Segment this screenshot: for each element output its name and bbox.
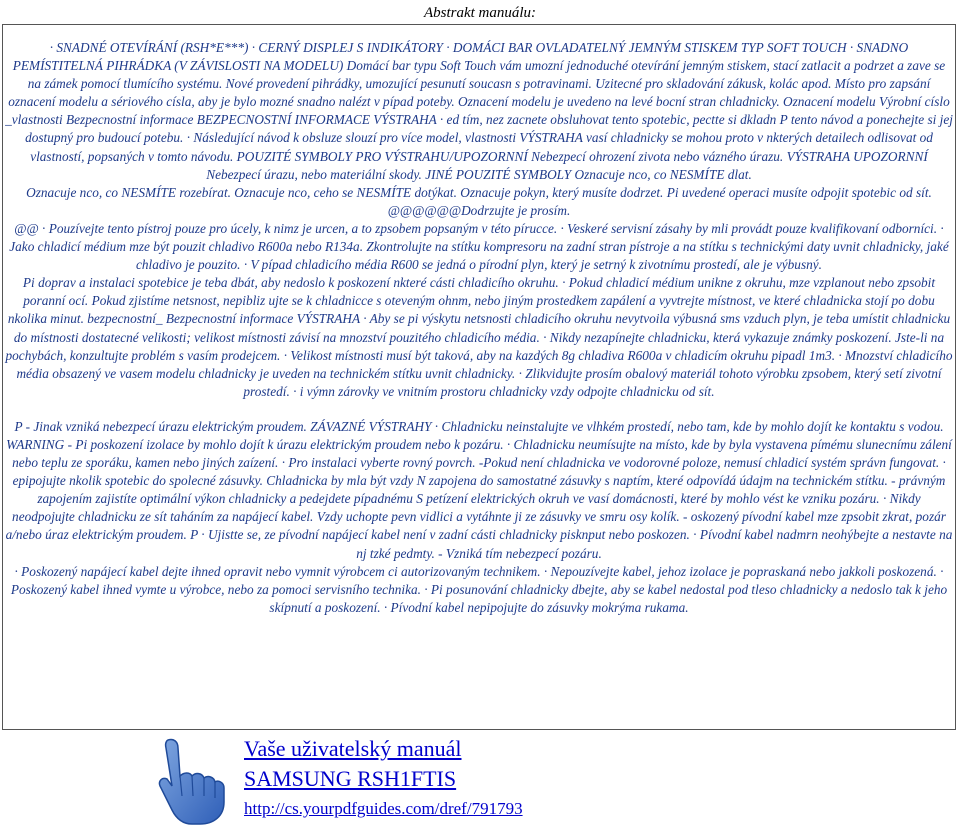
- abstract-text-box: [2, 24, 956, 730]
- paragraph-4: Pi doprav a instalaci spotebice je teba dbát, aby nedoslo k poskození nkteré cásti chladicího okruhu. · Pokud chladicí médium unikne z okruhu, mze vzplanout nebo zpsobit poranní ocí. Pokud zjistíme netsnost, nepibliz ujte se k chladnicce s oteveným ohnm, nebo jiným prostedkem zapálení a vyvtrejte místnost, ve které chladnicka stojí po dobu nkolika minut. bezpecnostní_ Bezpecnostní informace VÝSTRAHA · Aby se pi výskytu netsnosti chladicího okruhu nevytvoila výbusná sms vzduch plyn, je teba umístit chladnicku do místnosti dostatecné velikosti; velikost místnosti závisí na mnozství pouzitého chladicího média. · Nikdy nezapínejte chladnicku, která vykazuje známky poskození. Jste-li na pochybách, konzultujte problém s vasím prodejcem. · Velikost místnosti musí být taková, aby na kazdých 8g chladiva R600a v chladicím okruhu pipadl 1m3. · Mnozství chladicího média obsazený ve vasem modelu chladnicky je uveden na technickém stítku uvnit chladnicky. · Zlikvidujte prosím obalový materiál tohoto výrobku zpsobem, který setí zivotní prostedí. · i výmn zárovky ve vnitním prostoru chladnicky vzdy odpojte chladnicku od sít.: [5, 275, 953, 399]
- paragraph-5: P - Jinak vzniká nebezpecí úrazu elektrickým proudem. ZÁVAZNÉ VÝSTRAHY · Chladnicku neinstalujte ve vlhkém prostedí, nebo tam, kde by mohlo dojít ke kontaktu s vodou. WARNING - Pi poskození izolace by mohlo dojít k úrazu elektrickým proudem nebo k pozáru. · Chladnicku neumísujte na místo, kde by byla vystavena pímému slunecnímu zálení nebo teplu ze sporáku, kamen nebo jiných zaízení. · Pro instalaci vyberte rovný povrch. -Pokud není chladnicka ve vodorovné poloze, nemusí chladicí systém správn fungovat. · epipojujte nkolik spotebic do spolecné zásuvky. Chladnicka by mla být vzdy N zapojena do samostatné zásuvky s naptím, které odpovídá údajm na technickém stítku. - právným zapojením zajistíte optimální výkon chladnicky a pedejdete pípadnému S petízení elektrických okruh ve vasí domácnosti, které by mohlo vést ke vzniku pozáru. · Nikdy neodpojujte chladnicku ze sít taháním za napájecí kabel. Vzdy uchopte pevn vidlici a vytáhnte ji ze zásuvky ve smru osy kolík. - oskozený pívodní kabel mze zpsobit zkrat, pozár a/nebo úraz elektrickým proudem. P · Ujistte se, ze pívodní napájecí kabel není v zadní cásti chladnicky pisknput nebo poskozen. · Pívodní kabel nadmrn neohýbejte a nestavte na nj tzké pedmty. - Vzniká tím nebezpecí pozáru.: [5, 418, 953, 561]
- manual-url-link[interactable]: http://cs.yourpdfguides.com/dref/791793: [244, 799, 523, 818]
- paragraph-3: @@ · Pouzívejte tento pístroj pouze pro úcely, k nimz je urcen, a to zpsobem popsaným v této pírucce. · Veskeré servisní zásahy by mli provádt pouze kvalifikovaní odborníci. · Jako chladicí médium mze být pouzit chladivo R600a nebo R134a. Zkontrolujte na stítku kompresoru na zadní stran pístroje a na stítku s technickými daty uvnit chladnicky, jaké chladivo je pouzito. · V pípad chladicího média R600 se jedná o pírodní plyn, který je setrný k zivotnímu prostedí, ale je výbusný.: [9, 220, 949, 273]
- document-heading: Abstrakt manuálu:: [423, 5, 537, 21]
- paragraph-1: · SNADNÉ OTEVÍRÁNÍ (RSH*E***) · CERNÝ DISPLEJ S INDIKÁTORY · DOMÁCI BAR OVLADATELNÝ JEMNÝM STISKEM TYP SOFT TOUCH · SNADNO PEMÍSTITELNÁ PIHRÁDKA (V ZÁVISLOSTI NA MODELU) Domácí bar typu Soft Touch vám umozní jednoduché otevírání jemným stiskem, stací zatlacit a podrzet a zave se na zámek pomocí tlumícího systému. Nové provedení pihrádky, umozující pesunutí soucasn s potravinami. Uzitecné pro skladování zákusk, kolác apod. Místo pro zapsání oznacení modelu a sériového císla, aby je bylo mozné snadno nalézt v pípad poteby. Oznacení modelu je uvedeno na levé bocní stran chladnicky. Oznacení modelu Výrobní císlo _vlastnosti Bezpecnostní informace BEZPECNOSTNÍ INFORMACE VÝSTRAHA · ed tím, nez zacnete obsluhovat tento spotebic, pectte si dkladn P tento návod a ponechejte si jej dostupný pro budoucí potebu. · Následující návod k obsluze slouzí pro více model, vlastnosti VÝSTRAHA vasí chladnicky se mohou proto v nkterých detailech odlisovat od vlastností, popsaných v tomto návodu. POUZITÉ SYMBOLY PRO VÝSTRAHU/UPOZORNNÍ Nebezpecí ohrození zivota nebo vázného úrazu. VÝSTRAHA UPOZORNNÍ Nebezpecí úrazu, nebo materiální skody. JINÉ POUZITÉ SYMBOLY Oznacuje nco, co NESMÍTE dlat.: [5, 40, 953, 182]
- footer: [150, 734, 950, 830]
- manual-links: [244, 734, 523, 822]
- paragraph-2: Oznacuje nco, co NESMÍTE rozebírat. Oznacuje nco, ceho se NESMÍTE dotýkat. Oznacuje pokyn, který musíte dodrzet. Pi uvedené operaci musíte odpojit spotebic od sít. @@@@@@Dodrzujte je prosím.: [26, 184, 932, 218]
- user-manual-link[interactable]: Vaše uživatelský manuál: [244, 736, 462, 761]
- hand-pointer-logo-icon: [154, 736, 240, 826]
- paragraph-6: · Poskozený napájecí kabel dejte ihned opravit nebo vymnit výrobcem ci autorizovaným technikem. · Nepouzívejte kabel, jehoz izolace je popraskaná nebo jakkoli poskozená. · Poskozený kabel ihned vymte u výrobce, nebo za pomoci servisního technika. · Pi posunování chladnicky dbejte, aby se kabel nedostal pod tleso chladnicky a nedoslo tak k jeho skípnutí a poskození. · Pívodní kabel nepipojujte do zásuvky mokrýma rukama.: [10, 563, 948, 615]
- product-model-link[interactable]: SAMSUNG RSH1FTIS: [244, 766, 457, 791]
